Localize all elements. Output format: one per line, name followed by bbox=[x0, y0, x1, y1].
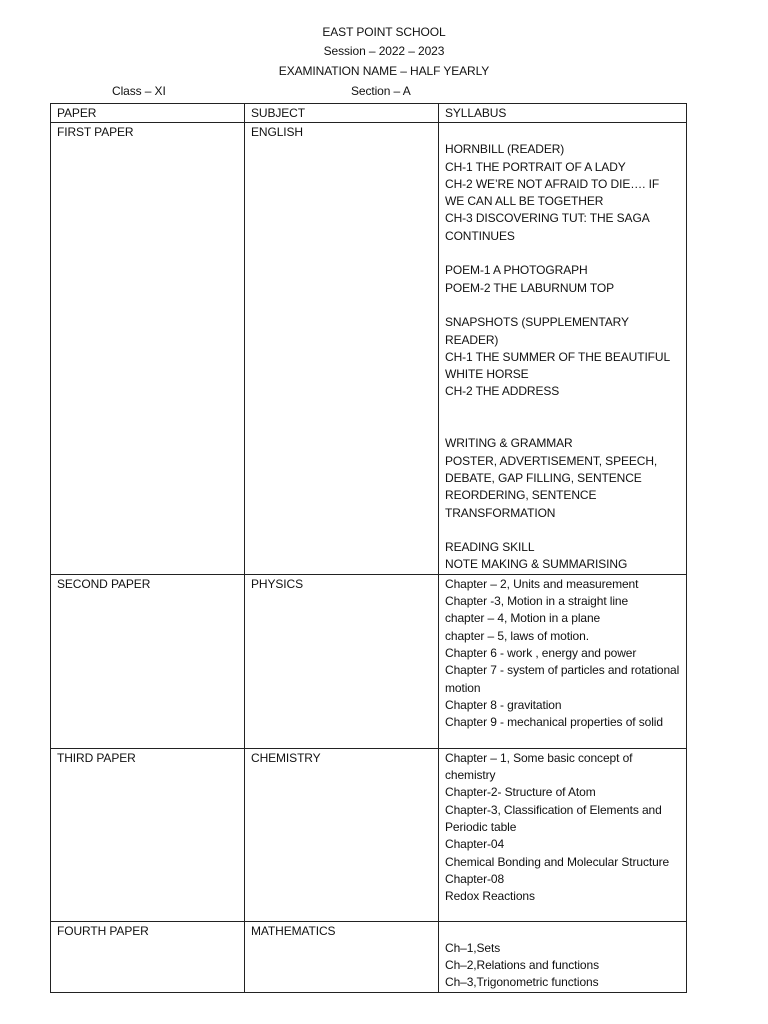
syllabus-line: Chapter – 2, Units and measurement bbox=[445, 576, 639, 591]
syllabus-line: Redox Reactions bbox=[445, 889, 535, 904]
syllabus-line: Chapter-04 bbox=[445, 837, 505, 852]
syllabus-line: Chapter -3, Motion in a straight line bbox=[445, 594, 629, 609]
syllabus-line: Ch–1,Sets bbox=[445, 940, 501, 955]
syllabus-cell bbox=[439, 748, 687, 921]
class-label: Class – XI bbox=[112, 84, 166, 98]
paper-cell: THIRD PAPER bbox=[51, 748, 245, 921]
school-name: EAST POINT SCHOOL bbox=[322, 25, 446, 39]
section-label: Section – A bbox=[351, 84, 411, 98]
subject-cell: MATHEMATICS bbox=[245, 921, 439, 992]
syllabus-line: POEM-2 THE LABURNUM TOP bbox=[445, 280, 615, 295]
syllabus-line: Chapter – 1, Some basic concept of chemistry bbox=[445, 750, 633, 783]
table-row bbox=[51, 748, 687, 921]
syllabus-line: Chapter 9 - mechanical properties of solid bbox=[445, 715, 663, 730]
syllabus-line: SNAPSHOTS (SUPPLEMENTARY READER) bbox=[445, 315, 629, 347]
syllabus-cell bbox=[439, 574, 687, 748]
syllabus-cell bbox=[439, 921, 687, 992]
table-row bbox=[51, 574, 687, 748]
syllabus-line: CH-1 THE PORTRAIT OF A LADY bbox=[445, 159, 626, 174]
syllabus-line: Chapter 8 - gravitation bbox=[445, 697, 562, 712]
paper-cell: SECOND PAPER bbox=[51, 574, 245, 748]
paper-cell: FOURTH PAPER bbox=[51, 921, 245, 992]
syllabus-line: READING SKILL bbox=[445, 540, 535, 555]
syllabus-line: Ch–2,Relations and functions bbox=[445, 958, 599, 973]
session-line: Session – 2022 – 2023 bbox=[323, 44, 445, 58]
syllabus-line: CH-3 DISCOVERING TUT: THE SAGA CONTINUES bbox=[445, 211, 649, 243]
syllabus-line: CH-1 THE SUMMER OF THE BEAUTIFUL WHITE HORSE bbox=[445, 349, 670, 382]
syllabus-line: POSTER, ADVERTISEMENT, SPEECH, DEBATE, GAP FILLING, SENTENCE REORDERING, SENTENCE TRANSFORMATION bbox=[445, 453, 658, 520]
syllabus-table bbox=[50, 103, 687, 993]
column-header-subject: SUBJECT bbox=[245, 104, 439, 123]
syllabus-line: Chapter 6 - work , energy and power bbox=[445, 645, 637, 660]
table-row bbox=[51, 921, 687, 992]
syllabus-line: CH-2 THE ADDRESS bbox=[445, 384, 560, 399]
column-header-paper: PAPER bbox=[51, 104, 245, 123]
syllabus-line: HORNBILL (READER) bbox=[445, 142, 565, 157]
syllabus-line: Chapter-2- Structure of Atom bbox=[445, 785, 596, 800]
exam-name-line: EXAMINATION NAME – HALF YEARLY bbox=[278, 64, 490, 78]
syllabus-line: POEM-1 A PHOTOGRAPH bbox=[445, 263, 588, 278]
syllabus-line: Ch–3,Trigonometric functions bbox=[445, 975, 599, 990]
syllabus-line: Chapter-08 bbox=[445, 871, 505, 886]
syllabus-cell bbox=[439, 123, 687, 574]
syllabus-line: NOTE MAKING & SUMMARISING bbox=[445, 557, 628, 572]
subject-cell: CHEMISTRY bbox=[245, 748, 439, 921]
paper-cell: FIRST PAPER bbox=[51, 123, 245, 574]
table-header-row bbox=[51, 104, 687, 123]
syllabus-line: Chapter 7 - system of particles and rotational motion bbox=[445, 663, 680, 695]
syllabus-line: chapter – 4, Motion in a plane bbox=[445, 611, 601, 626]
syllabus-line: Chapter-3, Classification of Elements and Periodic table bbox=[445, 802, 662, 834]
syllabus-line: chapter – 5, laws of motion. bbox=[445, 628, 589, 643]
subject-cell: ENGLISH bbox=[245, 123, 439, 574]
class-section-row bbox=[0, 83, 768, 99]
table-row bbox=[51, 123, 687, 574]
syllabus-line: WRITING & GRAMMAR bbox=[445, 436, 573, 451]
syllabus-line: CH-2 WE’RE NOT AFRAID TO DIE…. IF WE CAN ALL BE TOGETHER bbox=[445, 176, 660, 209]
syllabus-line: Chemical Bonding and Molecular Structure bbox=[445, 854, 670, 869]
column-header-syllabus: SYLLABUS bbox=[439, 104, 687, 123]
subject-cell: PHYSICS bbox=[245, 574, 439, 748]
